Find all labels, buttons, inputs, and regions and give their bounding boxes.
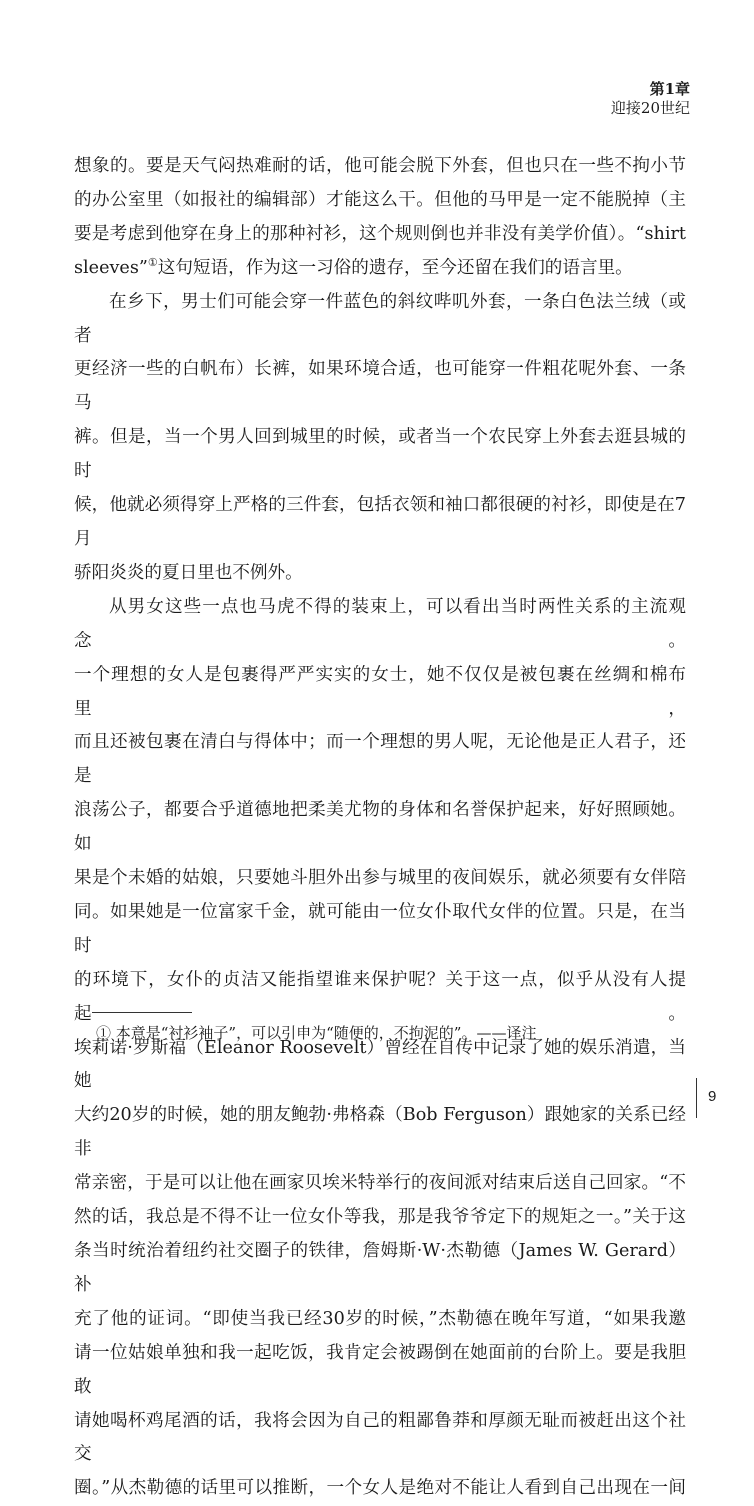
text-line: 请一位姑娘单独和我一起吃饭，我肯定会被踢倒在她面前的台阶上。要是我胆敢 xyxy=(74,1342,686,1397)
text-line: 大约20岁的时候，她的朋友鲍勃·弗格森（Bob Ferguson）跟她家的关系已经非 xyxy=(74,1105,686,1160)
text-line: 常亲密，于是可以让他在画家贝埃米特举行的夜间派对结束后送自己回家。“不 xyxy=(74,1173,686,1194)
text-line: 同。如果她是一位富家千金，就可能由一位女仆取代女伴的位置。只是，在当时 xyxy=(74,901,686,956)
body-text xyxy=(74,150,686,1506)
text-line: 在乡下，男士们可能会穿一件蓝色的斜纹哔叽外套，一条白色法兰绒（或者 xyxy=(74,291,686,346)
text-line: 请她喝杯鸡尾酒的话，我将会因为自己的粗鄙鲁莽和厚颜无耻而被赶出这个社交 xyxy=(74,1410,686,1465)
text-line: 然的话，我总是不得不让一位女仆等我，那是我爷爷定下的规矩之一。”关于这 xyxy=(74,1207,686,1228)
text-line: 条当时统治着纽约社交圈子的铁律，詹姆斯·W·杰勒德（James W. Gerard）补 xyxy=(74,1241,686,1295)
text-line: 充了他的证词。“即使当我已经30岁的时候，”杰勒德在晚年写道，“如果我邀 xyxy=(74,1308,686,1329)
running-header xyxy=(611,80,690,118)
text-line: 候，他就必须得穿上严格的三件套，包括衣领和袖口都很硬的衬衫，即使是在7月 xyxy=(74,495,686,549)
text-line: 要是考虑到他穿在身上的那种衬衫，这个规则倒也并非没有美学价值）。“shirt xyxy=(74,223,686,244)
text-line: 圈。”从杰勒德的话里可以推断，一个女人是绝对不能让人看到自己出现在一间 xyxy=(74,1478,686,1499)
text-line: 埃莉诺·罗斯福（Eleanor Roosevelt）曾经在自传中记录了她的娱乐消遣，当她 xyxy=(74,1037,686,1092)
text-line: 骄阳炎炎的夏日里也不例外。 xyxy=(74,562,303,583)
text-line: 一个理想的女人是包裹得严严实实的女士，她不仅仅是被包裹在丝绸和棉布里， xyxy=(74,664,686,719)
text-segment: 这句短语，作为这一习俗的遗存，至今还留在我们的语言里。 xyxy=(157,257,633,278)
text-line: 更经济一些的白帆布）长裤，如果环境合适，也可能穿一件粗花呢外套、一条马 xyxy=(74,359,686,414)
paragraph-2 xyxy=(74,286,686,591)
page-number-divider xyxy=(696,1078,697,1118)
text-line: 的环境下，女仆的贞洁又能指望谁来保护呢？关于这一点，似乎从没有人提起。 xyxy=(74,969,686,1024)
text-line: 的办公室里（如报社的编辑部）才能这么干。但他的马甲是一定不能脱掉（主 xyxy=(74,189,686,210)
text-line xyxy=(74,252,686,286)
text-line: 果是个未婚的姑娘，只要她斗胆外出参与城里的夜间娱乐，就必须要有女伴陪 xyxy=(74,868,686,889)
page-number: 9 xyxy=(708,1088,717,1105)
footnote-reference: ① xyxy=(147,255,158,269)
text-line: 从男女这些一点也马虎不得的装束上，可以看出当时两性关系的主流观念。 xyxy=(74,596,686,651)
text-line: 想象的。要是天气闷热难耐的话，他可能会脱下外套，但也只在一些不拘小节 xyxy=(74,156,686,176)
text-segment: sleeves” xyxy=(74,257,148,278)
chapter-title: 迎接20世纪 xyxy=(610,99,690,117)
text-line: 而且还被包裹在清白与得体中；而一个理想的男人呢，无论他是正人君子，还是 xyxy=(74,732,686,787)
text-line: 裤。但是，当一个男人回到城里的时候，或者当一个农民穿上外套去逛县城的时 xyxy=(74,427,686,482)
footnote-separator xyxy=(92,1012,192,1013)
paragraph-1 xyxy=(74,150,686,286)
chapter-number: 第1章 xyxy=(649,80,690,98)
text-line: 浪荡公子，都要合乎道德地把柔美尤物的身体和名誉保护起来，好好照顾她。如 xyxy=(74,800,686,855)
paragraph-3 xyxy=(74,591,686,1506)
footnote: ① 本意是“衬衫袖子”，可以引申为“随便的，不拘泥的”。——译注 xyxy=(96,1024,537,1042)
